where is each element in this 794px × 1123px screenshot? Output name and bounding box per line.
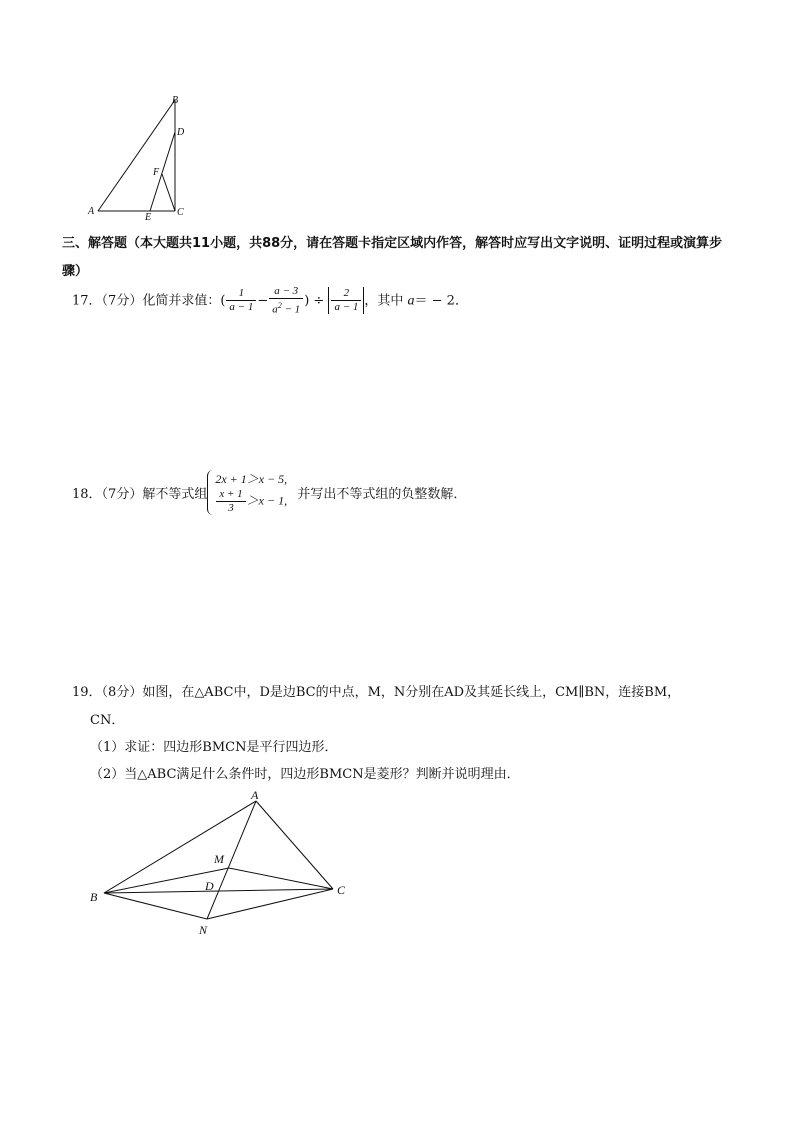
q17-value: ＝ − 2． — [414, 293, 468, 309]
label-b: B — [90, 890, 98, 904]
q17-f3-den: a − 1 — [334, 301, 359, 314]
q17-number: 17．（7分）化简并求值： — [72, 293, 221, 309]
q17-f2-num: a − 3 — [269, 285, 303, 299]
q18-fraction — [216, 488, 245, 515]
q18-frac-num: x + 1 — [216, 488, 245, 502]
q18-number: 18．（7分）解不等式组 — [72, 487, 208, 502]
label-a: A — [88, 206, 95, 217]
figure-1-triangle — [86, 92, 196, 222]
label-d: D — [205, 879, 214, 893]
segment-ab — [98, 100, 175, 211]
label-e: E — [145, 212, 152, 222]
q17-paren-open: ( — [220, 293, 226, 309]
q18-tail: 并写出不等式组的负整数解． — [297, 487, 467, 502]
q17-divide: ÷ — [309, 293, 329, 309]
q17-abs-value — [328, 287, 364, 314]
q18-line-2-rest: ＞x − 1, — [246, 493, 288, 508]
q18-brace — [207, 470, 213, 515]
label-c: C — [337, 883, 346, 897]
q17-var: a — [407, 293, 415, 309]
q17-f2-sup: 2 — [277, 301, 282, 310]
label-d: D — [177, 127, 185, 138]
question-19-part-2: （2）当△ABC满足什么条件时，四边形BMCN是菱形？判断并说明理由． — [90, 767, 520, 782]
label-n: N — [199, 923, 208, 936]
q17-f1-den: a − 1 — [229, 301, 254, 314]
label-a: A — [251, 788, 259, 802]
label-c: C — [177, 207, 184, 218]
q17-f2-den: a — [272, 303, 278, 316]
segment-bn — [104, 893, 207, 919]
label-b: B — [172, 95, 179, 106]
q17-fraction-1 — [226, 287, 256, 314]
q18-frac-den: 3 — [228, 502, 234, 514]
question-19-line-1: 19．（8分）如图，在△ABC中，D是边BC的中点，M，N分别在AD及其延长线上，CM∥BN，连接BM， — [72, 685, 681, 700]
q17-f2-den-rest: − 1 — [281, 303, 301, 316]
q17-paren-close: ) — [304, 293, 310, 309]
q17-f2-den-wrap — [269, 299, 303, 317]
q17-fraction-3 — [331, 287, 361, 314]
q17-f1-num: 1 — [226, 287, 256, 301]
figure-2-triangle — [86, 786, 356, 936]
q18-line-1: 2x + 1＞x − 5, — [215, 472, 288, 486]
q17-tail: ，其中 — [364, 293, 408, 309]
q17-f3-num: 2 — [331, 287, 361, 301]
q17-fraction-2 — [269, 285, 303, 317]
q18-inequality-system — [207, 470, 287, 515]
section-heading: 三、解答题（本大题共11小题，共88分，请在答题卡指定区域内作答，解答时应写出文字说明、证明过程或演算步骤） — [62, 236, 723, 279]
segment-nc — [207, 889, 333, 919]
question-17 — [72, 285, 468, 317]
label-m: M — [214, 852, 224, 866]
question-18 — [72, 470, 466, 515]
question-19-part-1: （1）求证：四边形BMCN是平行四边形． — [90, 740, 338, 755]
label-f: F — [153, 167, 160, 178]
q18-line-2 — [215, 488, 287, 515]
q17-minus: − — [257, 293, 269, 309]
segment-fc — [162, 174, 175, 211]
segment-ab — [104, 801, 256, 893]
question-19-line-1b: CN． — [90, 713, 125, 728]
